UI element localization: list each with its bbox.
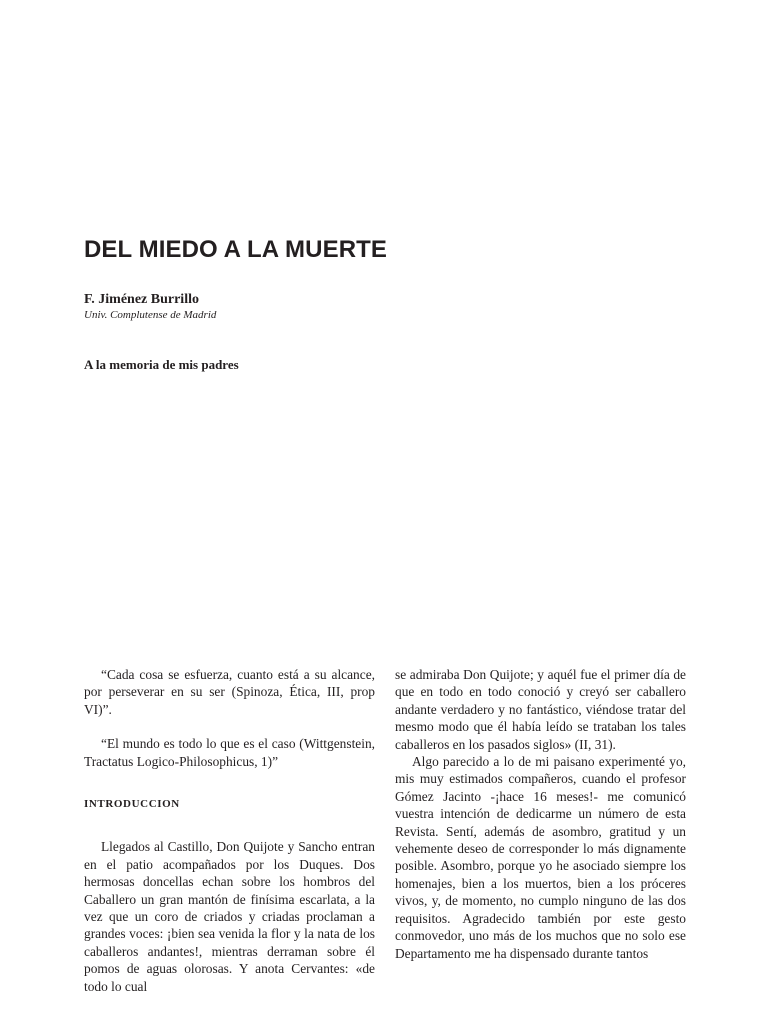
- epigraph-spinoza: “Cada cosa se esfuerza, cuanto está a su alcance, por perseverar en su ser (Spinoza, Ética, III, prop VI)”.: [84, 667, 375, 717]
- author-affiliation: Univ. Complutense de Madrid: [84, 309, 217, 321]
- right-column: [395, 666, 686, 962]
- left-column: [84, 666, 375, 995]
- article-title: DEL MIEDO A LA MUERTE: [84, 236, 387, 263]
- body-paragraph: Algo parecido a lo de mi paisano experimenté yo, mis muy estimados compañeros, cuando el profesor Gómez Jacinto -¡hace 16 meses!- me comunicó vuestra intención de dedicarme un número de esta Revista. Sentí, además de asombro, gratitud y un vehemente deseo de corresponder lo más dignamente posible. Asombro, porque yo he asociado siempre los homenajes, bien a los muertos, bien a los próceres vivos, y, de momento, no cumplo ninguno de las dos requisitos. Agradecido también por este gesto conmovedor, uno más de los muchos que no solo ese Departamento me ha dispensado durante tantos: [395, 754, 686, 961]
- body-paragraph: Llegados al Castillo, Don Quijote y Sancho entran en el patio acompañados por los Duques. Dos hermosas doncellas echan sobre los hombros del Caballero un gran mantón de finísima escarlata, a la vez que un coro de criados y criadas proclaman a grandes voces: ¡bien sea venida la flor y la nata de los caballeros andantes!, mientras derraman sobre él pomos de aguas olorosas. Y anota Cervantes: «de todo lo cual: [84, 839, 375, 994]
- dedication: A la memoria de mis padres: [84, 357, 239, 372]
- section-heading: INTRODUCCION: [84, 798, 180, 811]
- body-paragraph-continued: se admiraba Don Quijote; y aquél fue el primer día de que en todo en todo conoció y creyó ser caballero andante verdadero y no fantástico, viéndose tratar del mesmo modo que él había leído se trataban los tales caballeros en los pasados siglos» (II, 31).: [395, 667, 686, 752]
- epigraph-wittgenstein: “El mundo es todo lo que es el caso (Wittgenstein, Tractatus Logico-Philosophicus, 1)”: [84, 736, 375, 769]
- author-name: F. Jiménez Burrillo: [84, 292, 199, 307]
